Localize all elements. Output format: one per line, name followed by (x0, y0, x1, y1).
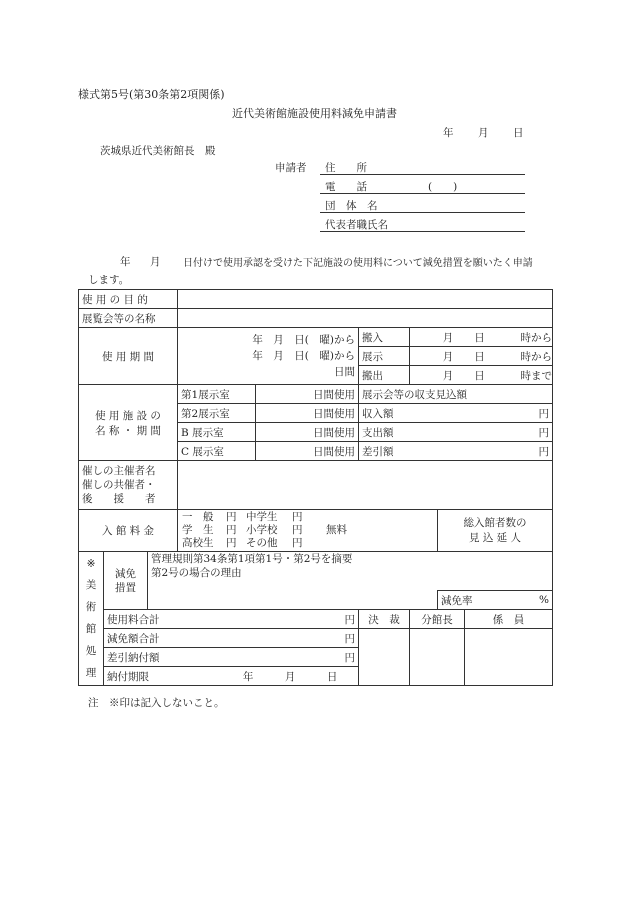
admission-fees[interactable] (178, 510, 410, 552)
rep-label: 代表者職氏名 (325, 219, 388, 231)
fee-unit: 円 (344, 613, 356, 626)
facility-label-line1: 使 用 施 設 の (95, 409, 161, 422)
deadline-fields: 年 月 日 (242, 670, 338, 683)
rate-label: 減免率 (441, 594, 473, 607)
reason-space-2[interactable] (148, 591, 438, 610)
rate-unit: % (539, 594, 550, 606)
footnote: 注 ※印は記入しないこと。 (88, 697, 225, 709)
fee-label: 減免額合計 (107, 632, 160, 645)
intro-month: 月 (150, 256, 161, 268)
fee-yen: 円 (226, 537, 237, 549)
intro-year: 年 (120, 256, 131, 268)
fee-yen: 円 (292, 511, 303, 523)
room-usage[interactable]: 日間使用 (256, 423, 359, 442)
reason-line1: 管理規則第34条第1項第1号・第2号を摘要 (151, 553, 353, 565)
phone-parens: ( ) (428, 181, 458, 193)
office-char: 理 (85, 666, 97, 679)
rep-field[interactable] (320, 231, 525, 232)
room-usage[interactable]: 日間使用 (256, 442, 359, 461)
free-label: 無料 (326, 524, 348, 536)
applicant-label: 申請者 (275, 162, 307, 174)
phone-label: 電 話 (325, 181, 367, 193)
display-time: 時から (518, 347, 553, 366)
date-day: 日 (513, 127, 524, 139)
carry-out-label: 搬出 (359, 366, 410, 385)
fee-category: 一 般 (182, 511, 214, 523)
office-char: 処 (85, 644, 97, 657)
organizer-line3: 後 援 者 (82, 493, 156, 505)
facility-label (79, 385, 178, 461)
carry-in-time: 時から (518, 328, 553, 347)
office-char: 術 (85, 600, 97, 613)
reason-space[interactable] (148, 580, 553, 591)
display-date[interactable]: 月 日 (410, 347, 518, 366)
form-title: 近代美術館施設使用料減免申請書 (232, 107, 397, 120)
purpose-field[interactable] (178, 290, 553, 309)
period-days: 日間 (334, 366, 356, 378)
reduction-reason[interactable] (148, 552, 553, 581)
intro-text: 日付けで使用承認を受けた下記施設の使用料について減免措置を願いたく申請 (183, 258, 533, 269)
approval-stamp-1[interactable] (359, 629, 410, 686)
balance-yen[interactable]: 円 (518, 442, 553, 461)
fee-yen: 円 (226, 511, 237, 523)
organizer-line2: 催しの共催者・ (82, 479, 156, 491)
carry-out-date[interactable]: 月 日 (410, 366, 518, 385)
room-usage[interactable]: 日間使用 (256, 404, 359, 423)
period-dates[interactable] (178, 328, 359, 385)
phone-field[interactable] (320, 193, 525, 194)
approval-stamp-2[interactable] (410, 629, 465, 686)
period-label: 使 用 期 間 (79, 328, 178, 385)
income-label: 収入額 (359, 404, 518, 423)
rate-cell[interactable] (438, 591, 553, 610)
address-label: 住 所 (325, 162, 367, 174)
period-start: 年 月 日( 曜)から (252, 334, 356, 346)
approval-stamp-3[interactable] (465, 629, 553, 686)
fee-yen: 円 (292, 524, 303, 536)
expense-label: 支出額 (359, 423, 518, 442)
address-field[interactable] (320, 174, 525, 175)
income-yen[interactable]: 円 (518, 404, 553, 423)
fee-category: 学 生 (182, 524, 214, 536)
organizer-label (79, 461, 178, 510)
carry-in-date[interactable]: 月 日 (410, 328, 518, 347)
group-field[interactable] (320, 212, 525, 213)
reason-line2: 第2号の場合の理由 (151, 567, 242, 579)
room-name: 第2展示室 (178, 404, 256, 423)
expense-yen[interactable]: 円 (518, 423, 553, 442)
fee-label: 差引納付額 (107, 651, 160, 664)
fee-label: 使用料合計 (107, 613, 160, 626)
facility-label-line2: 名 称 ・ 期 間 (95, 424, 161, 437)
reduction-label: 減免措置 (104, 552, 148, 610)
visitors-line1: 総入館者数の (463, 516, 527, 529)
approval-header-3: 係 員 (465, 610, 553, 629)
budget-heading: 展示会等の収支見込額 (359, 385, 553, 404)
fee-row[interactable] (104, 648, 359, 667)
fee-unit: 円 (344, 651, 356, 664)
carry-in-label: 搬入 (359, 328, 410, 347)
visitors-label[interactable] (438, 510, 553, 552)
carry-out-time: 時まで (518, 366, 553, 385)
deadline-row[interactable] (104, 667, 359, 686)
addressee: 茨城県近代美術館長 殿 (100, 145, 216, 157)
fee-unit: 円 (344, 632, 356, 645)
admission-row-2 (182, 524, 406, 537)
period-end: 年 月 日( 曜)から (252, 350, 356, 362)
fee-yen: 円 (226, 524, 237, 536)
group-label: 団 体 名 (325, 200, 378, 212)
exhibition-name-field[interactable] (178, 309, 553, 328)
room-usage[interactable]: 日間使用 (256, 385, 359, 404)
balance-label: 差引額 (359, 442, 518, 461)
exhibition-name-label: 展覧会等の名称 (79, 309, 178, 328)
office-char: 館 (85, 622, 97, 635)
admission-spacer (410, 510, 438, 552)
purpose-label: 使 用 の 目 的 (79, 290, 178, 309)
display-label: 展示 (359, 347, 410, 366)
intro-text-2: します。 (88, 274, 130, 286)
fee-category: 小学校 (246, 524, 278, 536)
room-name: 第1展示室 (178, 385, 256, 404)
date-year: 年 (443, 127, 454, 139)
visitors-line2: 見 込 延 人 (469, 531, 522, 544)
deadline-label: 納付期限 (107, 670, 149, 683)
fee-row[interactable] (104, 610, 359, 629)
organizer-line1: 催しの主催者名 (82, 465, 156, 477)
office-use-column (79, 552, 104, 686)
approval-header-2: 分館長 (410, 610, 465, 629)
approval-header-1: 決 裁 (359, 610, 410, 629)
admission-row-1 (182, 511, 406, 524)
admission-row-3 (182, 537, 406, 550)
office-use-mark: ※ (86, 557, 96, 570)
fee-category: 中学生 (246, 511, 278, 523)
fee-row[interactable] (104, 629, 359, 648)
room-name: C 展示室 (178, 442, 256, 461)
fee-category: 高校生 (182, 537, 214, 549)
office-char: 美 (85, 578, 97, 591)
organizer-field[interactable] (178, 461, 553, 510)
date-month: 月 (478, 127, 489, 139)
fee-category: その他 (246, 537, 278, 549)
room-name: B 展示室 (178, 423, 256, 442)
application-table (78, 289, 553, 686)
fee-yen: 円 (292, 537, 303, 549)
form-code: 様式第5号(第30条第2項関係) (78, 88, 225, 101)
admission-label: 入 館 料 金 (79, 510, 178, 552)
